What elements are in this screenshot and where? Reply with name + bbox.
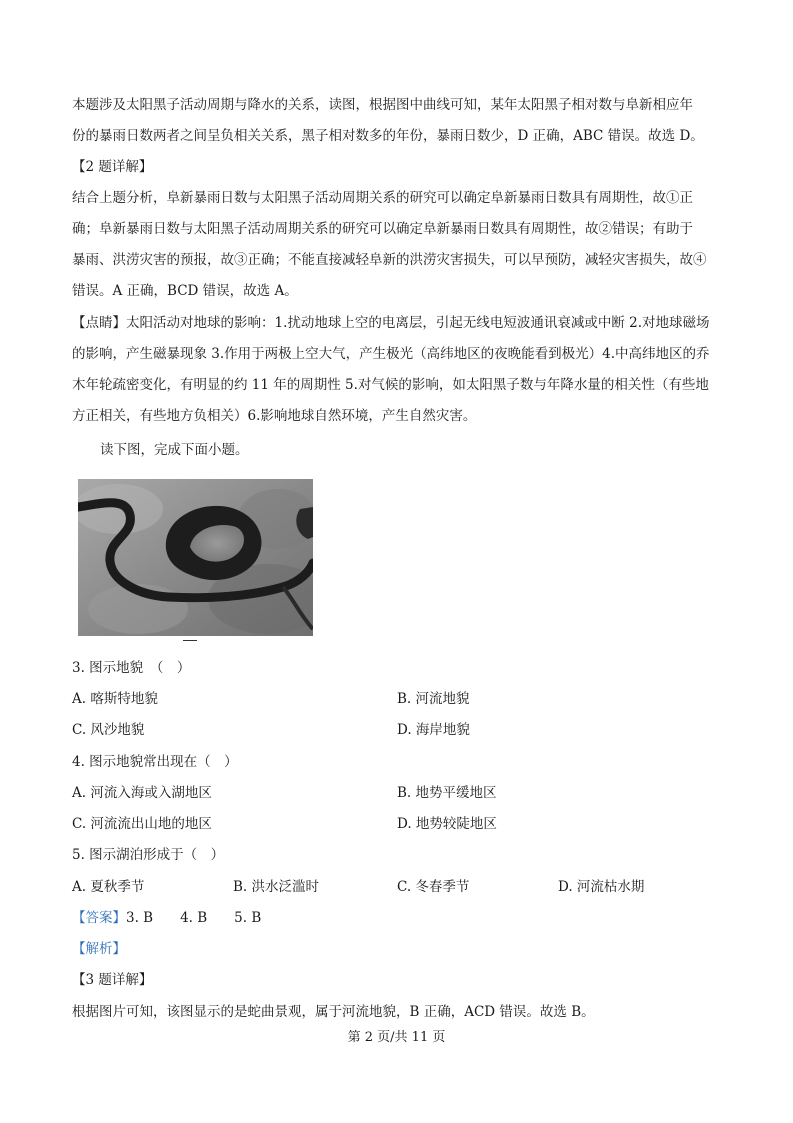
meander-photo — [78, 479, 313, 636]
question-4-option-a: A. 河流入海或入湖地区 — [72, 785, 212, 801]
paragraph-line: 根据图片可知，该图显示的是蛇曲景观，属于河流地貌，B 正确，ACD 错误。故选 B。 — [72, 1004, 595, 1020]
figure-tick-mark — [183, 640, 197, 641]
reading-instruction: 读下图，完成下面小题。 — [100, 442, 249, 458]
analysis-tag: 【解析】 — [72, 941, 126, 957]
page-footer: 第 2 页/共 11 页 — [347, 1030, 446, 1045]
paragraph-line: 方正相关，有些地方负相关）6.影响地球自然环境，产生自然灾害。 — [72, 408, 477, 424]
paragraph-line: 错误。A 正确，BCD 错误，故选 A。 — [72, 283, 298, 299]
paragraph-line: 的影响，产生磁暴现象 3.作用于两极上空大气，产生极光（高纬地区的夜晚能看到极光）4.中高纬地区的乔 — [72, 346, 710, 362]
question-3-option-b: B. 河流地貌 — [397, 691, 470, 707]
question-4-option-d: D. 地势较陡地区 — [397, 816, 497, 832]
question-5-option-b: B. 洪水泛滥时 — [233, 879, 320, 895]
answer-line — [72, 908, 261, 928]
question-3-option-c: C. 风沙地貌 — [72, 722, 145, 738]
paragraph-line: 确；阜新暴雨日数与太阳黑子活动周期关系的研究可以确定阜新暴雨日数具有周期性，故②错误；有助于 — [72, 221, 693, 237]
question-4-stem: 4. 图示地貌常出现在（ ） — [72, 754, 238, 770]
question-5-option-c: C. 冬春季节 — [397, 879, 470, 895]
dianjing-tag: 【点睛】 — [72, 315, 126, 331]
question-5-stem: 5. 图示湖泊形成于（ ） — [72, 847, 225, 863]
answer-tag: 【答案】 — [72, 910, 126, 926]
q3-detail-header: 【3 题详解】 — [72, 972, 153, 988]
answer-text: 3. B 4. B 5. B — [126, 910, 262, 926]
paragraph-line: 份的暴雨日数两者之间呈负相关关系，黑子相对数多的年份，暴雨日数少，D 正确，ABC 错误。故选 D。 — [72, 128, 704, 144]
paragraph-line: 结合上题分析，阜新暴雨日数与太阳黑子活动周期关系的研究可以确定阜新暴雨日数具有周期性，故①正 — [72, 190, 693, 206]
question-5-option-a: A. 夏秋季节 — [72, 879, 145, 895]
dianjing-text: 太阳活动对地球的影响：1.扰动地球上空的电离层，引起无线电短波通讯衰减或中断 2.对地球磁场 — [126, 315, 710, 331]
question-4-option-c: C. 河流流出山地的地区 — [72, 816, 212, 832]
question-3-option-a: A. 喀斯特地貌 — [72, 691, 158, 707]
question-5-option-d: D. 河流枯水期 — [558, 879, 645, 895]
paragraph-line: 本题涉及太阳黑子活动周期与降水的关系，读图，根据图中曲线可知，某年太阳黑子相对数与阜新相应年 — [72, 97, 693, 113]
q2-detail-header: 【2 题详解】 — [72, 159, 153, 175]
dianjing-line — [72, 313, 710, 333]
paragraph-line: 木年轮疏密变化，有明显的约 11 年的周期性 5.对气候的影响，如太阳黑子数与年降水量的相关性（有些地 — [72, 377, 709, 393]
paragraph-line: 暴雨、洪涝灾害的预报，故③正确；不能直接减轻阜新的洪涝灾害损失，可以早预防，减轻灾害损失，故④ — [72, 252, 707, 268]
question-4-option-b: B. 地势平缓地区 — [397, 785, 497, 801]
question-3-option-d: D. 海岸地貌 — [397, 722, 470, 738]
question-3-stem: 3. 图示地貌 （ ） — [72, 660, 191, 676]
